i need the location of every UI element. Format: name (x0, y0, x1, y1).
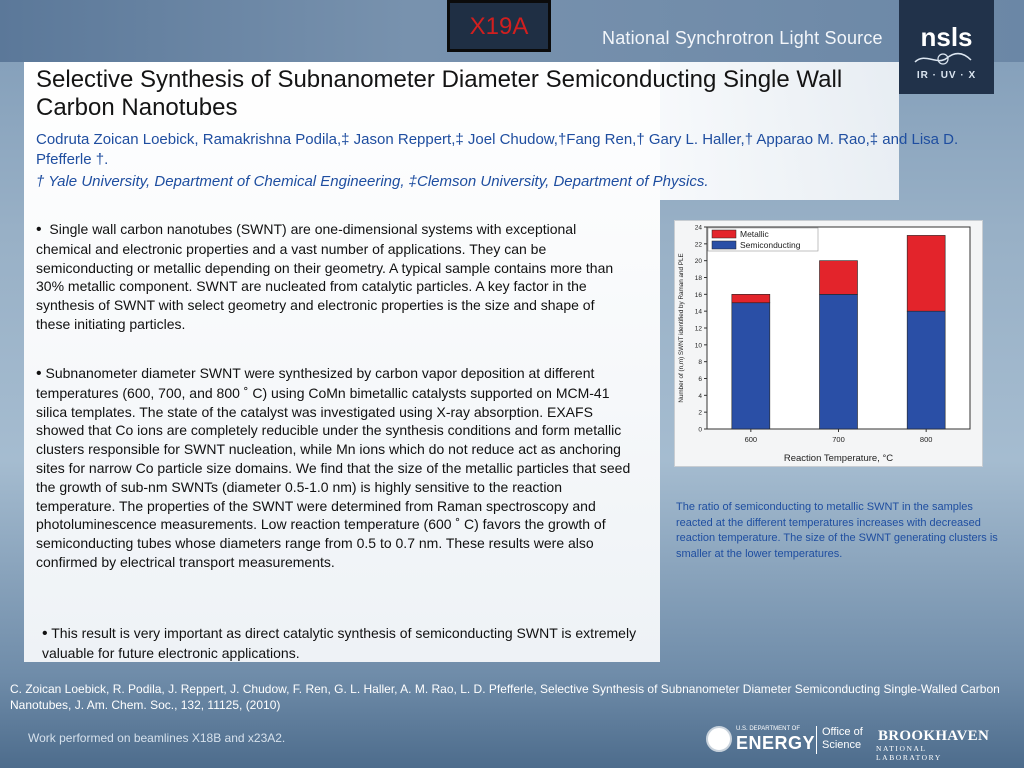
y-tick-label: 16 (694, 291, 702, 299)
paragraph-intro-text: Single wall carbon nanotubes (SWNT) are one-dimensional systems with exceptional chemical and electronic properties and a vast number of applications. They can be semiconducting or metallic depending on their geometry. A typical sample contains more than 30% metallic component. SWNT are nucleated from catalytic particles. A key factor in the synthesis of SWNT with select geometry and electronic properties is the size and shape of these initiating particles. (36, 221, 614, 332)
beamline-tag (447, 0, 551, 52)
bullet-icon: • (36, 221, 42, 238)
doe-office-text (822, 726, 863, 752)
legend-label: Metallic (740, 229, 769, 239)
bar-metallic (907, 235, 945, 311)
y-tick-label: 2 (698, 409, 702, 417)
bar-chart (675, 221, 982, 466)
paragraph-method (36, 364, 631, 572)
doe-energy-text: ENERGY (736, 733, 816, 753)
x-tick-label: 800 (919, 435, 933, 444)
y-tick-label: 12 (694, 325, 702, 333)
x-tick-label: 600 (744, 435, 758, 444)
authors: Codruta Zoican Loebick, Ramakrishna Podila,‡ Jason Reppert,‡ Joel Chudow,†Fang Ren,† Gary L. Haller,† Apparao M. Rao,‡ and Lisa D. Pfefferle †. (36, 131, 959, 168)
bullet-icon: • (42, 625, 48, 642)
legend-swatch (712, 241, 736, 249)
x-tick-label: 700 (832, 435, 845, 444)
beamline-note: Work performed on beamlines X18B and x23A2. (28, 731, 286, 745)
doe-office-line1: Office of (822, 726, 863, 738)
facility-name: National Synchrotron Light Source (602, 28, 883, 48)
bar-metallic (820, 261, 858, 295)
bar-chart-panel (674, 220, 983, 467)
bullet-icon: • (36, 365, 42, 382)
y-tick-label: 20 (694, 258, 702, 266)
y-tick-label: 22 (694, 241, 702, 249)
nsls-logo (899, 0, 994, 94)
y-tick-label: 4 (698, 392, 702, 400)
y-axis-label: Number of (n,m) SWNT identified by Raman and PLE (678, 253, 685, 403)
bar-semiconducting (820, 294, 858, 429)
legend-swatch (712, 230, 736, 238)
legend-label: Semiconducting (740, 240, 801, 250)
affiliations: † Yale University, Department of Chemical Engineering, ‡Clemson University, Department of Physics. (36, 173, 709, 190)
beamline-tag-text: X19A (469, 13, 529, 40)
brookhaven-sub: NATIONAL LABORATORY (876, 744, 942, 762)
bar-semiconducting (907, 311, 945, 429)
doe-divider (816, 726, 817, 754)
y-tick-label: 6 (698, 376, 702, 383)
nsls-logo-sub: IR · UV · X (916, 70, 977, 81)
doe-office-line2: Science (822, 739, 862, 751)
y-tick-label: 14 (694, 308, 702, 316)
paragraph-conclusion-text: This result is very important as direct catalytic synthesis of semiconducting SWNT is extremely valuable for future electronic applications. (42, 625, 637, 661)
y-tick-label: 24 (694, 224, 702, 232)
citation: C. Zoican Loebick, R. Podila, J. Reppert, J. Chudow, F. Ren, G. L. Haller, A. M. Rao, L. D. Pfefferle, Selective Synthesis of Subnanometer Diameter Semiconducting Single-Walled Carbon Nanotubes, J. Am. Chem. Soc., 132, 11125, (2010) (10, 682, 1000, 712)
paragraph-intro (36, 220, 631, 334)
doe-small-text: U.S. DEPARTMENT OF (736, 726, 801, 732)
brookhaven-logo (874, 726, 994, 762)
poster-title: Selective Synthesis of Subnanometer Diameter Semiconducting Single Wall Carbon Nanotubes (36, 66, 843, 121)
doe-seal-icon (706, 726, 732, 752)
brookhaven-text: BROOKHAVEN (878, 728, 990, 744)
x-axis-label: Reaction Temperature, °C (783, 453, 894, 464)
bar-semiconducting (732, 303, 770, 429)
nsls-swirl-icon (913, 50, 973, 68)
doe-logo (706, 722, 866, 756)
figure-caption: The ratio of semiconducting to metallic SWNT in the samples reacted at the different temperatures increases with decreased reaction temperature. The size of the SWNT generating clusters is smaller at the lower temperatures. (676, 501, 998, 560)
y-tick-label: 18 (694, 275, 702, 282)
paragraph-conclusion (42, 624, 642, 663)
y-tick-label: 8 (698, 359, 702, 367)
paragraph-method-text: Subnanometer diameter SWNT were synthesized by carbon vapor deposition at different temperatures (600, 700, and 800 ˚ C) using CoMn bimetallic catalysts supported on MCM-41 silica templates. The state of the catalyst was investigated using X-ray absorption. EXAFS showed that Co ions are completely reducible under the synthesis conditions and form metallic clusters responsible for SWNT nucleation, while Mn ions which do not reduce act as anchoring sites for narrow Co particle size domains. We find that the size of the metallic particles that seed the growth of sub-nm SWNTs (diameter 0.5-1.0 nm) is highly sensitive to the reaction temperature. The properties of the SWNT were determined from Raman spectroscopy and photoluminescence measurements. Low reaction temperature (600 ˚ C) favors the growth of semiconducting tubes whose diameters range from 0.5 to 0.7 nm. These results were also confirmed by electrical transport measurements. (36, 365, 631, 570)
y-tick-label: 0 (698, 426, 702, 434)
bar-metallic (732, 294, 770, 302)
y-tick-label: 10 (694, 342, 702, 350)
nsls-logo-text: nsls (920, 22, 973, 52)
